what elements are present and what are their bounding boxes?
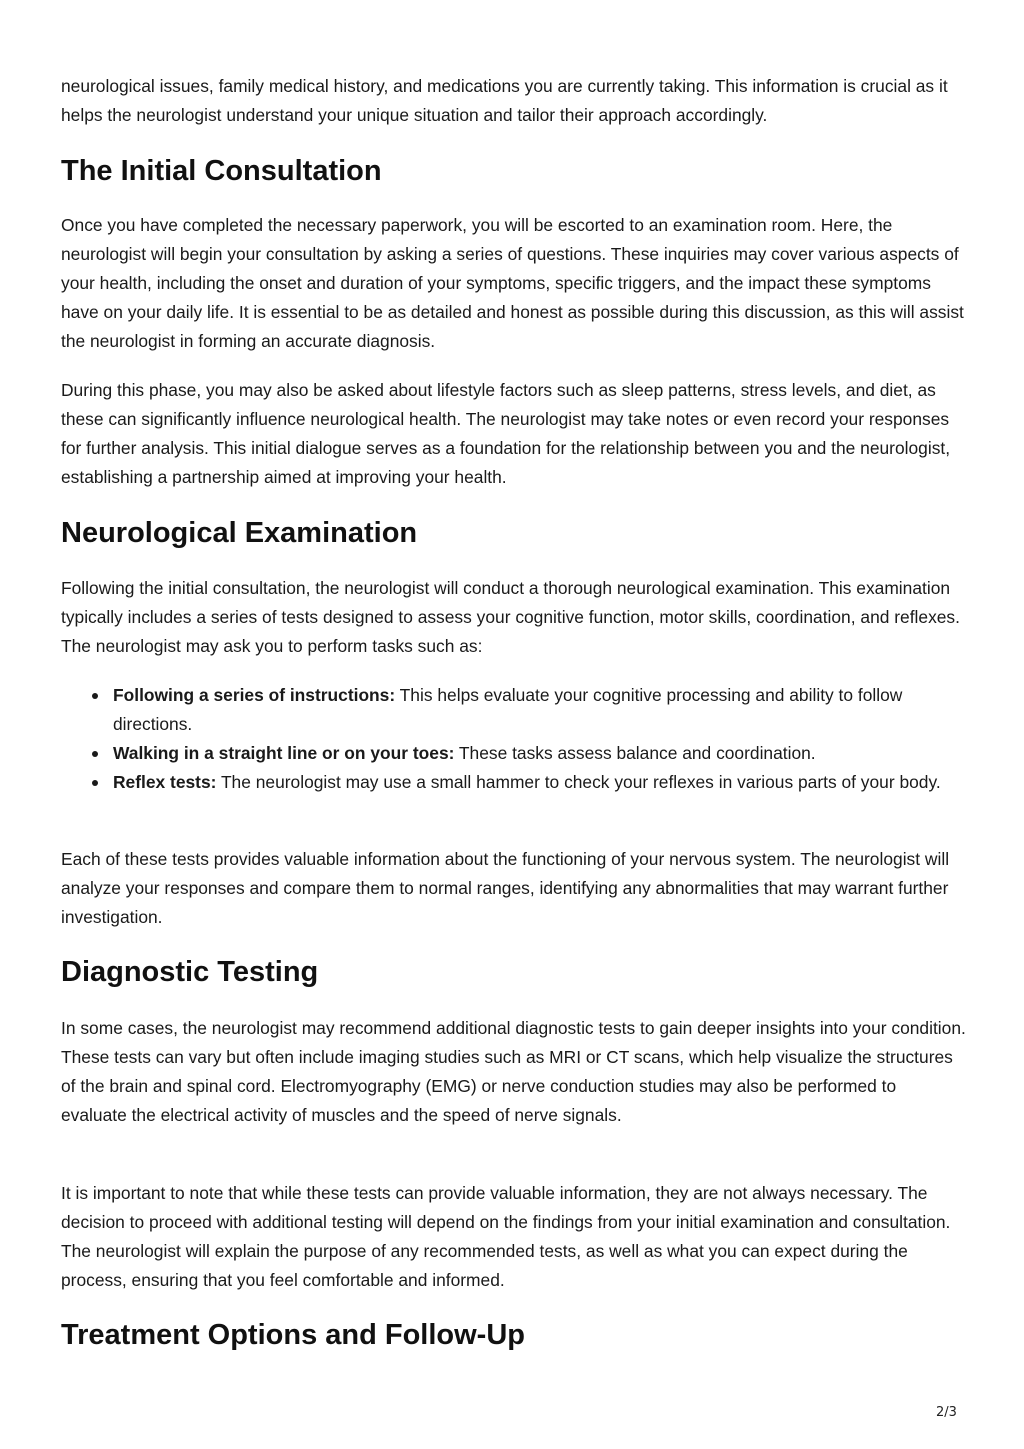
list-item-text: These tasks assess balance and coordination. (454, 743, 816, 763)
list-item-text: This helps evaluate your cognitive processing and ability to follow directions. (113, 685, 903, 734)
list-item (61, 681, 948, 739)
paragraph-consultation-1: Once you have completed the necessary paperwork, you will be escorted to an examination room. Here, the neurologist will begin your consultation by asking a series of questions. These inquiries may cover various aspects of your health, including the onset and duration of your symptoms, specific triggers, and the impact these symptoms have on your daily life. It is essential to be as detailed and honest as possible during this discussion, as this will assist the neurologist in forming an accurate diagnosis. (61, 215, 964, 351)
list-item-label: Reflex tests: (113, 772, 217, 792)
paragraph-consultation-2: During this phase, you may also be asked about lifestyle factors such as sleep patterns, stress levels, and diet, as these can significantly influence neurological health. The neurologist may take notes or even record your responses for further analysis. This initial dialogue serves as a foundation for the relationship between you and the neurologist, establishing a partnership aimed at improving your health. (61, 380, 951, 487)
list-item-label: Walking in a straight line or on your toes: (113, 743, 455, 763)
list-item-label: Following a series of instructions: (113, 685, 396, 705)
heading-treatment-options: Treatment Options and Follow-Up (61, 1319, 525, 1351)
paragraph-diagnostic-1: In some cases, the neurologist may recommend additional diagnostic tests to gain deeper insights into your condition. These tests can vary but often include imaging studies such as MRI or CT scans, which help visualize the structures of the brain and spinal cord. Electromyography (EMG) or nerve conduction studies may also be performed to evaluate the electrical activity of muscles and the speed of nerve signals. (61, 1018, 966, 1125)
bullet-icon (92, 693, 98, 699)
heading-neurological-examination: Neurological Examination (61, 517, 418, 549)
paragraph-diagnostic-2: It is important to note that while these tests can provide valuable information, they are not always necessary. The decision to proceed with additional testing will depend on the findings from your initial examination and consultation. The neurologist will explain the purpose of any recommended tests, as well as what you can expect during the process, ensuring that you feel comfortable and informed. (61, 1183, 951, 1290)
paragraph-examination-2: Each of these tests provides valuable information about the functioning of your nervous system. The neurologist will analyze your responses and compare them to normal ranges, identifying any abnormalities that may warrant further investigation. (61, 849, 950, 927)
heading-diagnostic-testing: Diagnostic Testing (61, 956, 319, 988)
bullet-icon (92, 751, 98, 757)
list-item-text: The neurologist may use a small hammer to check your reflexes in various parts of your body. (216, 772, 941, 792)
list-item (61, 768, 948, 797)
paragraph-examination-1: Following the initial consultation, the neurologist will conduct a thorough neurological examination. This examination typically includes a series of tests designed to assess your cognitive function, motor skills, coordination, and reflexes. The neurologist may ask you to perform tasks such as: (61, 578, 960, 656)
intro-paragraph: neurological issues, family medical history, and medications you are currently taking. This information is crucial as it helps the neurologist understand your unique situation and tailor their approach accordingly. (61, 76, 948, 125)
page-number: 2/3 (936, 1405, 957, 1420)
bullet-icon (92, 780, 98, 786)
heading-initial-consultation: The Initial Consultation (61, 155, 382, 187)
examination-task-list (61, 681, 966, 797)
list-item (61, 739, 948, 768)
